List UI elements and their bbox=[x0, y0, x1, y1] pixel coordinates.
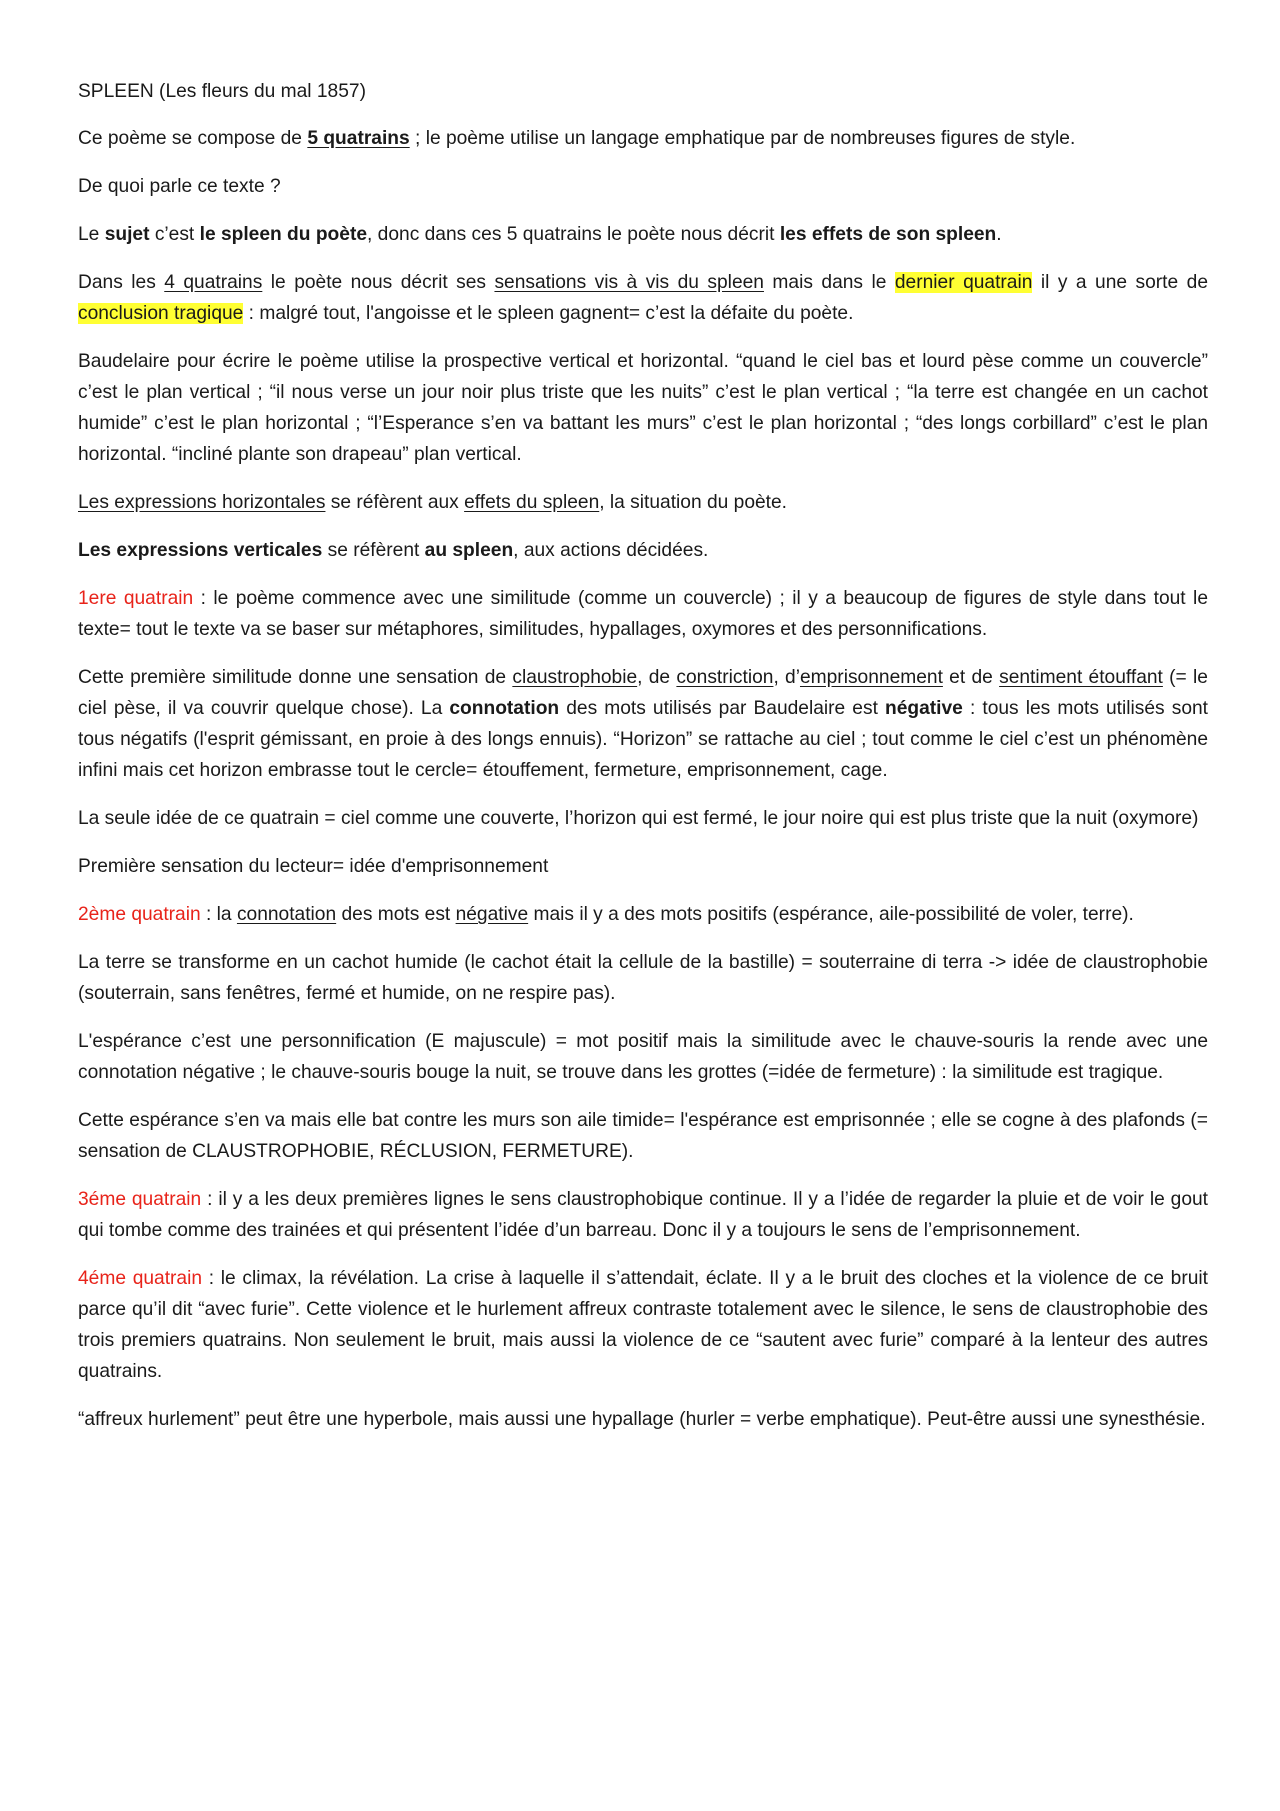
text-run: se réfèrent bbox=[322, 540, 425, 561]
text-run: La terre se transforme en un cachot humide (le cachot était la cellule de la bastille) = souterraine di terra -> idée de claustrophobie (souterrain, sans fenêtres, fermé et humide, on ne respire pas). bbox=[78, 952, 1208, 1004]
text-run: : la bbox=[200, 904, 237, 925]
text-run: ; le poème utilise un langage emphatique par de nombreuses figures de style. bbox=[409, 128, 1076, 149]
section-label-red: 2ème quatrain bbox=[78, 904, 201, 925]
emphasis-underlined: 5 quatrains bbox=[307, 128, 410, 149]
text-run: Le bbox=[78, 224, 105, 245]
text-run: se réfèrent aux bbox=[325, 492, 465, 513]
underlined-text: sensations vis à vis du spleen bbox=[494, 272, 764, 293]
text-run: : le poème commence avec une similitude (comme un couvercle) ; il y a beaucoup de figures de style dans tout le texte= tout le texte va se baser sur métaphores, similitudes, hypallages, oxymores et des personnifications. bbox=[78, 588, 1208, 640]
text-run: Cette première similitude donne une sensation de bbox=[78, 667, 513, 688]
text-run: (= le ciel pèse, il va couvrir quelque chose). La bbox=[78, 667, 1208, 719]
title-text: SPLEEN (Les fleurs du mal 1857) bbox=[78, 81, 366, 102]
underlined-text: 4 quatrains bbox=[164, 272, 263, 293]
paragraph-emprisonnee bbox=[78, 1105, 1208, 1167]
text-run: le poète nous décrit ses bbox=[262, 272, 495, 293]
document-page bbox=[78, 76, 1208, 1452]
highlighted-text: dernier quatrain bbox=[894, 272, 1033, 293]
highlighted-text: conclusion tragique bbox=[78, 303, 244, 324]
text-run: Ce poème se compose de bbox=[78, 128, 308, 149]
underlined-text: connotation bbox=[236, 904, 337, 925]
paragraph-sensation bbox=[78, 851, 1208, 882]
paragraph-quatrain-1 bbox=[78, 583, 1208, 645]
underlined-text: sentiment étouffant bbox=[999, 667, 1163, 688]
paragraph-perspective bbox=[78, 346, 1208, 470]
section-label-red: 4éme quatrain bbox=[78, 1268, 203, 1289]
text-run: Première sensation du lecteur= idée d'emprisonnement bbox=[78, 856, 549, 877]
paragraph-subject bbox=[78, 219, 1208, 250]
bold-text: les effets de son spleen bbox=[779, 224, 997, 245]
text-run: mais il y a des mots positifs (espérance, aile-possibilité de voler, terre). bbox=[528, 904, 1134, 925]
text-run: des mots utilisés par Baudelaire est bbox=[559, 698, 885, 719]
text-run: Cette espérance s’en va mais elle bat contre les murs son aile timide= l'espérance est emprisonnée ; elle se cogne à des plafonds (= sensation de CLAUSTROPHOBIE, RÉCLUSION, FERMETURE). bbox=[78, 1110, 1208, 1162]
underlined-text: claustrophobie bbox=[512, 667, 638, 688]
document-title bbox=[78, 76, 1208, 107]
text-run: : le climax, la révélation. La crise à laquelle il s’attendait, éclate. Il y a le bruit des cloches et la violence de ce bruit parce qu’il dit “avec furie”. Cette violence et le hurlement affreux contraste totalement avec le silence, le sens de claustrophobie des trois premiers quatrains. Non seulement le bruit, mais aussi la violence de ce “sautent avec furie” comparé à la lenteur des autres quatrains. bbox=[78, 1268, 1208, 1382]
paragraph-question bbox=[78, 171, 1208, 202]
text-run: des mots est bbox=[336, 904, 456, 925]
text-run: La seule idée de ce quatrain = ciel comme une couverte, l’horizon qui est fermé, le jour noire qui est plus triste que la nuit (oxymore) bbox=[78, 808, 1199, 829]
bold-text: Les expressions verticales bbox=[78, 540, 323, 561]
text-run: . bbox=[996, 224, 1002, 245]
text-run: Baudelaire pour écrire le poème utilise la prospective vertical et horizontal. “quand le ciel bas et lourd pèse comme un couvercle” c’est le plan vertical ; “il nous verse un jour noir plus triste que les nuits” c’est le plan vertical ; “la terre est changée en un cachot humide” c’est le plan horizontal ; “l’Esperance s’en va battant les murs” c’est le plan horizontal ; “des longs corbillard” c’est le plan horizontal. “incliné plante son drapeau” plan vertical. bbox=[78, 351, 1208, 465]
text-run: L'espérance c’est une personnification (E majuscule) = mot positif mais la similitude avec le chauve-souris la rende avec une connotation négative ; le chauve-souris bouge la nuit, se trouve dans les grottes (=idée de fermeture) : la similitude est tragique. bbox=[78, 1031, 1208, 1083]
text-run: , donc dans ces 5 quatrains le poète nous décrit bbox=[367, 224, 780, 245]
paragraph-esperance bbox=[78, 1026, 1208, 1088]
paragraph-cachot bbox=[78, 947, 1208, 1009]
text-run: , d’ bbox=[773, 667, 800, 688]
paragraph-vertical bbox=[78, 535, 1208, 566]
text-run: Dans les bbox=[78, 272, 165, 293]
text-run: c’est bbox=[149, 224, 200, 245]
underlined-text: Les expressions horizontales bbox=[78, 492, 326, 513]
bold-text: négative bbox=[885, 698, 963, 719]
paragraph-hyperbole bbox=[78, 1404, 1208, 1435]
paragraph-horizontal bbox=[78, 487, 1208, 518]
text-run: , la situation du poète. bbox=[599, 492, 787, 513]
bold-text: connotation bbox=[449, 698, 560, 719]
text-run: De quoi parle ce texte ? bbox=[78, 176, 281, 197]
text-run: , de bbox=[637, 667, 677, 688]
bold-text: sujet bbox=[104, 224, 150, 245]
underlined-text: négative bbox=[455, 904, 529, 925]
paragraph-quatrain-2 bbox=[78, 899, 1208, 930]
text-run: : il y a les deux premières lignes le sens claustrophobique continue. Il y a l’idée de regarder la pluie et de voir le gout qui tombe comme des trainées et qui présentent l’idée d’un barreau. Donc il y a toujours le sens de l’emprisonnement. bbox=[78, 1189, 1208, 1241]
section-label-red: 1ere quatrain bbox=[78, 588, 194, 609]
paragraph-quatrain-3 bbox=[78, 1184, 1208, 1246]
text-run: il y a une sorte de bbox=[1032, 272, 1208, 293]
paragraph-quatrain-4 bbox=[78, 1263, 1208, 1387]
bold-text: le spleen du poète bbox=[199, 224, 368, 245]
underlined-text: emprisonnement bbox=[799, 667, 943, 688]
text-run: : malgré tout, l'angoisse et le spleen gagnent= c’est la défaite du poète. bbox=[243, 303, 854, 324]
text-run: “affreux hurlement” peut être une hyperbole, mais aussi une hypallage (hurler = verbe emphatique). Peut-être aussi une synesthésie. bbox=[78, 1409, 1206, 1430]
paragraph-quatrains bbox=[78, 267, 1208, 329]
underlined-text: constriction bbox=[676, 667, 774, 688]
text-run: mais dans le bbox=[763, 272, 895, 293]
bold-text: au spleen bbox=[424, 540, 514, 561]
paragraph-idea bbox=[78, 803, 1208, 834]
paragraph-similitude bbox=[78, 662, 1208, 786]
text-run: , aux actions décidées. bbox=[513, 540, 709, 561]
text-run: et de bbox=[942, 667, 1000, 688]
underlined-text: effets du spleen bbox=[464, 492, 600, 513]
paragraph-structure bbox=[78, 123, 1208, 154]
text-run: : tous les mots utilisés sont tous négatifs (l'esprit gémissant, en proie à des longs ennuis). “Horizon” se rattache au ciel ; tout comme le ciel c’est un phénomène infini mais cet horizon embrasse tout le cercle= étouffement, fermeture, emprisonnement, cage. bbox=[78, 698, 1209, 781]
section-label-red: 3éme quatrain bbox=[78, 1189, 202, 1210]
